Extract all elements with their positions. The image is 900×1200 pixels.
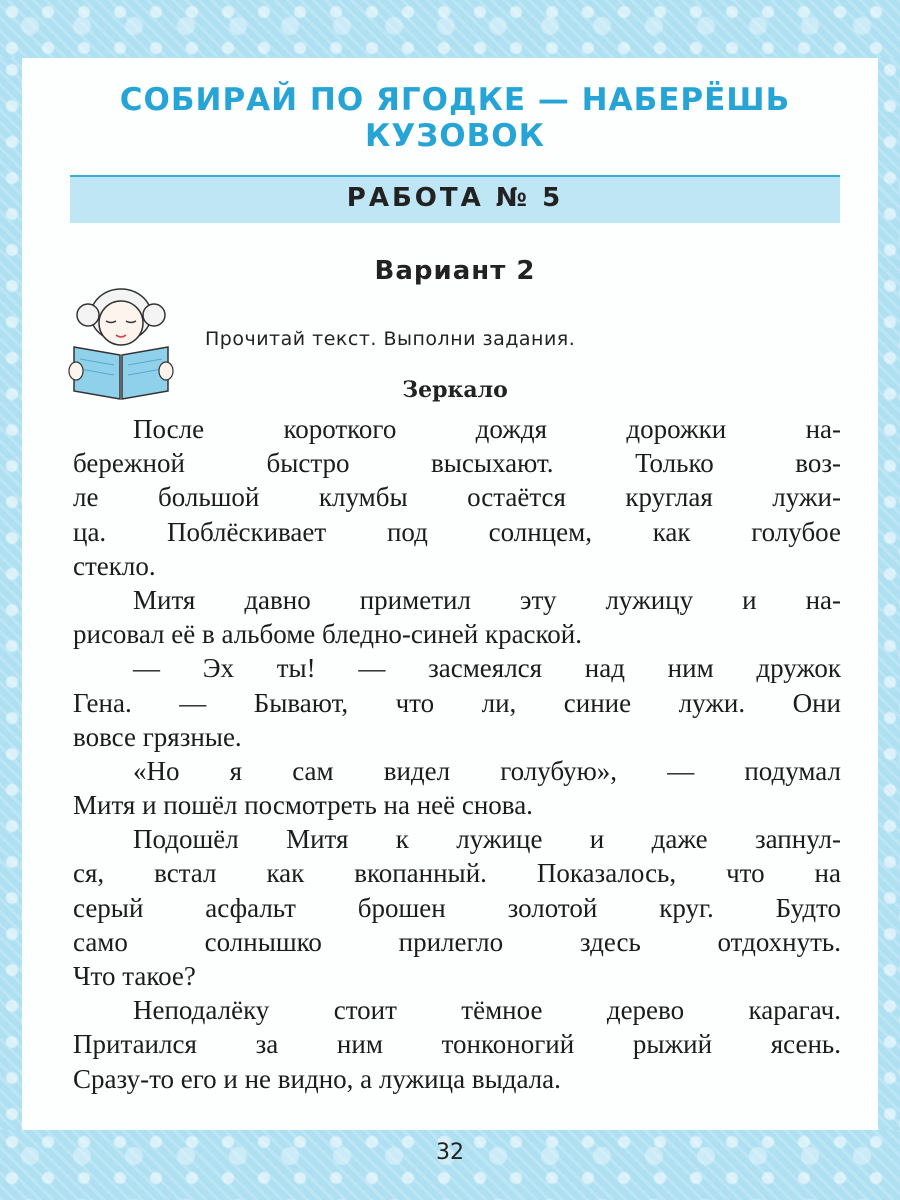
- variant-heading: Вариант 2: [374, 256, 536, 286]
- story-line: Что такое?: [73, 961, 196, 991]
- story-line: Митя давно приметил эту лужицу и на-: [133, 584, 841, 615]
- story-line: Неподалёку стоит тёмное дерево карагач.: [133, 995, 841, 1026]
- story-line: Притаился за ним тонконогий рыжий ясень.: [73, 1029, 841, 1060]
- work-number: РАБОТА № 5: [346, 183, 564, 213]
- story-line: ся, встал как вкопанный. Показалось, что на: [73, 858, 841, 889]
- story-line: рисовал её в альбоме бледно-синей краской.: [73, 619, 582, 650]
- decorative-left-border: [0, 58, 22, 1130]
- page-title: [70, 82, 840, 154]
- story-line: ца. Поблёскивает под солнцем, как голубое: [73, 516, 841, 547]
- story-line: — Эх ты! — засмеялся над ним дружок: [133, 653, 841, 684]
- story-title: Зеркало: [402, 377, 508, 403]
- story-line: Подошёл Митя к лужице и даже запнул-: [133, 824, 841, 855]
- story-line: стекло.: [73, 550, 156, 581]
- story-line: «Но я сам видел голубую», — подумал: [133, 755, 841, 786]
- story-line: серый асфальт брошен золотой круг. Будто: [73, 892, 841, 923]
- page-title-line-1: СОБИРАЙ ПО ЯГОДКЕ — НАБЕРЁШЬ: [119, 82, 791, 118]
- page-number: 32: [436, 1140, 464, 1165]
- page-title-line-2: КУЗОВОК: [365, 118, 545, 154]
- decorative-top-border: [0, 0, 900, 58]
- story-line: Сразу-то его и не видно, а лужица выдала.: [73, 1063, 561, 1094]
- story-line: само солнышко прилегло здесь отдохнуть.: [73, 926, 841, 957]
- story-line: После короткого дождя дорожки на-: [133, 414, 841, 444]
- story-line: вовсе грязные.: [73, 721, 242, 752]
- task-instruction: Прочитай текст. Выполни задания.: [205, 328, 576, 350]
- story-line: бережной быстро высыхают. Только воз-: [73, 448, 841, 479]
- decorative-right-border: [878, 58, 900, 1130]
- story-line: Гена. — Бывают, что ли, синие лужи. Они: [73, 687, 841, 718]
- story-text: [73, 412, 841, 1096]
- story-line: Митя и пошёл посмотреть на неё снова.: [73, 790, 533, 821]
- story-line: ле большой клумбы остаётся круглая лужи-: [73, 482, 841, 513]
